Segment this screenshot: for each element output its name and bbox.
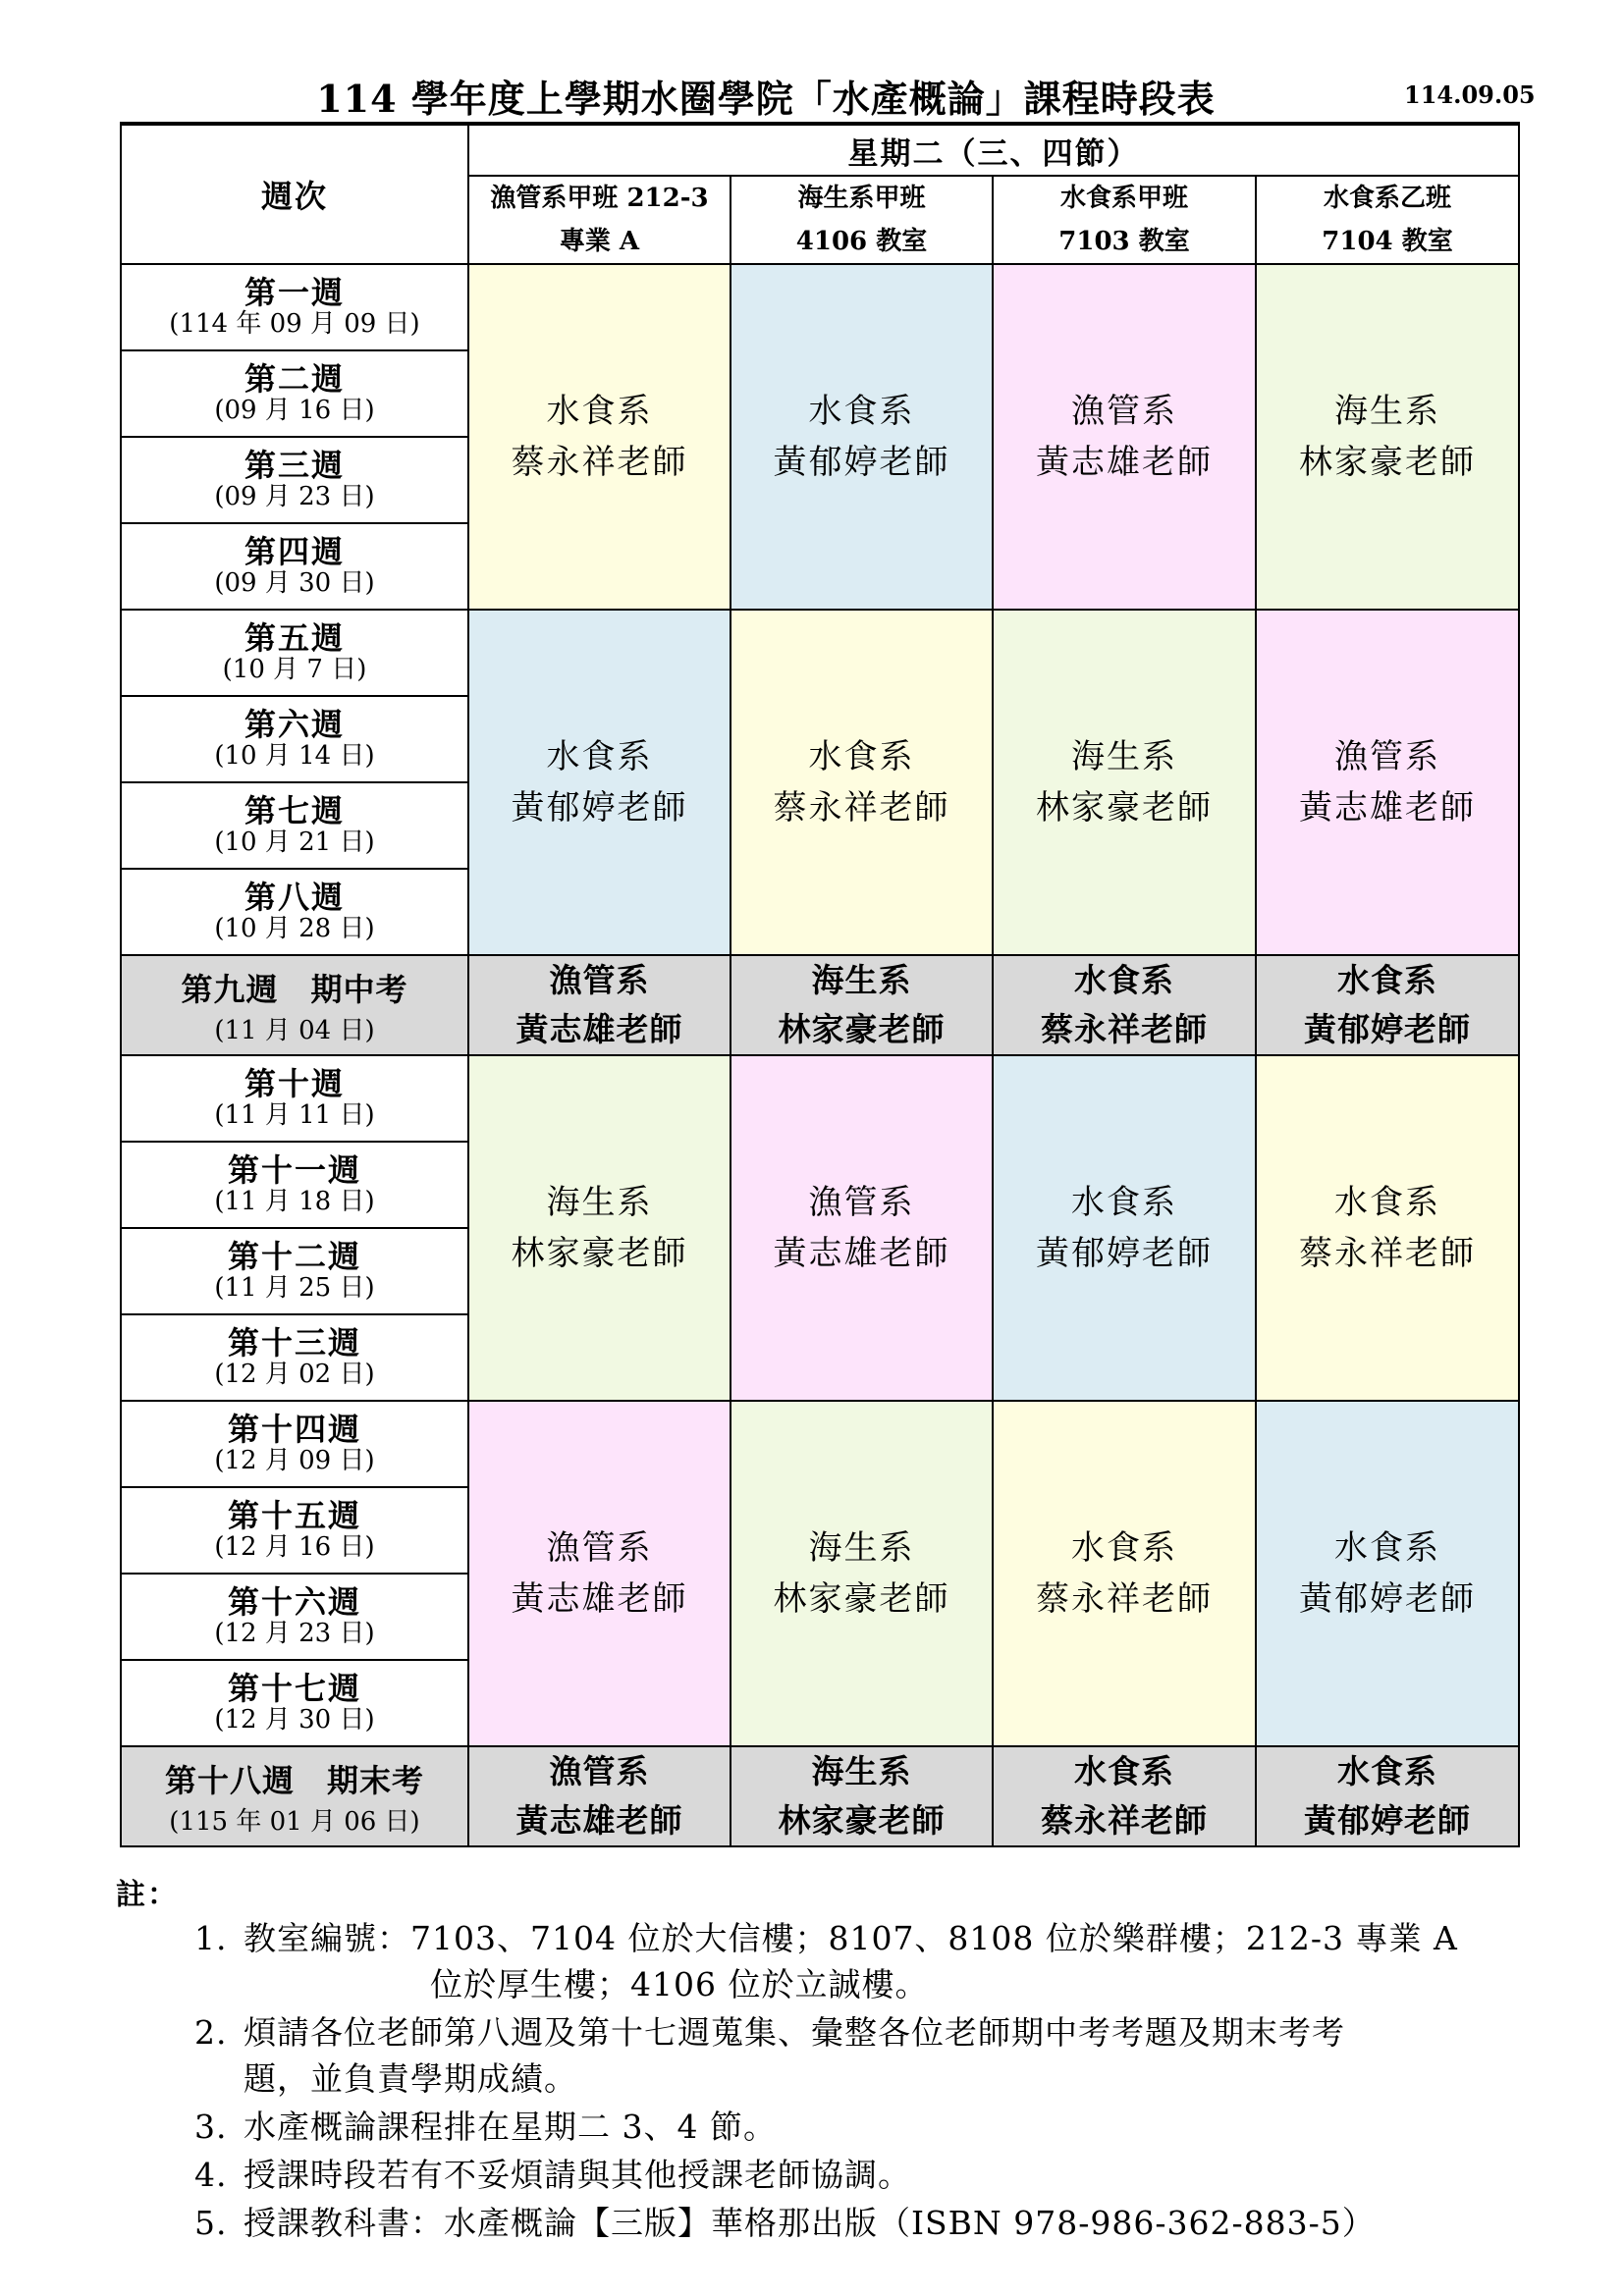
schedule-block-cell: 海生系 林家豪老師	[993, 610, 1256, 955]
exam-cell: 漁管系 黃志雄老師	[468, 955, 731, 1055]
schedule-block-cell: 漁管系 黃志雄老師	[468, 1401, 731, 1746]
week-cell: 第七週 (10 月 21 日)	[121, 782, 468, 869]
week-column-header: 週次	[121, 124, 468, 264]
note-item: 5. 授課教科書：水產概論【三版】華格那出版（ISBN 978-986-362-883-5）	[194, 2204, 1376, 2242]
note-item: 3. 水產概論課程排在星期二 3、4 節。	[194, 2108, 777, 2146]
schedule-block-cell: 水食系 蔡永祥老師	[1256, 1055, 1519, 1401]
schedule-block-cell: 水食系 黃郁婷老師	[731, 264, 993, 610]
week-cell: 第十一週 (11 月 18 日)	[121, 1142, 468, 1228]
week-cell: 第十六週 (12 月 23 日)	[121, 1574, 468, 1660]
week-cell: 第十三週 (12 月 02 日)	[121, 1314, 468, 1401]
week-cell: 第十七週 (12 月 30 日)	[121, 1660, 468, 1746]
final-week-cell: 第十八週 期末考 (115 年 01 月 06 日)	[121, 1746, 468, 1846]
note-item: 2. 煩請各位老師第八週及第十七週蒐集、彙整各位老師期中考考題及期末考考 題，並負責學期成績。	[194, 2013, 1345, 2098]
schedule-block-cell: 海生系 林家豪老師	[1256, 264, 1519, 610]
exam-cell: 水食系 蔡永祥老師	[993, 955, 1256, 1055]
class-header: 水食系乙班 7104 教室	[1256, 176, 1519, 264]
class-header: 漁管系甲班 212-3 專業 A	[468, 176, 731, 264]
week-cell: 第四週 (09 月 30 日)	[121, 523, 468, 610]
schedule-block-cell: 水食系 黃郁婷老師	[1256, 1401, 1519, 1746]
note-item: 1. 教室編號：7103、7104 位於大信樓；8107、8108 位於樂群樓；212-3 專業 A 位於厚生樓；4106 位於立誠樓。	[194, 1919, 1458, 2003]
schedule-block-cell: 海生系 林家豪老師	[731, 1401, 993, 1746]
exam-cell: 漁管系 黃志雄老師	[468, 1746, 731, 1846]
schedule-block-cell: 水食系 蔡永祥老師	[993, 1401, 1256, 1746]
schedule-block-cell: 水食系 蔡永祥老師	[468, 264, 731, 610]
schedule-table	[120, 122, 1520, 1847]
exam-cell: 海生系 林家豪老師	[731, 955, 993, 1055]
week-cell: 第十二週 (11 月 25 日)	[121, 1228, 468, 1314]
exam-cell: 海生系 林家豪老師	[731, 1746, 993, 1846]
week-cell: 第三週 (09 月 23 日)	[121, 437, 468, 523]
schedule-block-cell: 水食系 黃郁婷老師	[468, 610, 731, 955]
document-date: 114.09.05	[1404, 80, 1536, 109]
note-item: 4. 授課時段若有不妥煩請與其他授課老師協調。	[194, 2156, 911, 2194]
schedule-block-cell: 海生系 林家豪老師	[468, 1055, 731, 1401]
schedule-block-cell: 漁管系 黃志雄老師	[993, 264, 1256, 610]
week-cell: 第八週 (10 月 28 日)	[121, 869, 468, 955]
exam-cell: 水食系 黃郁婷老師	[1256, 955, 1519, 1055]
midterm-week-cell: 第九週 期中考 (11 月 04 日)	[121, 955, 468, 1055]
schedule-block-cell: 水食系 黃郁婷老師	[993, 1055, 1256, 1401]
day-header: 星期二（三、四節）	[468, 124, 1519, 176]
notes-section	[116, 1870, 1530, 2246]
class-header: 海生系甲班 4106 教室	[731, 176, 993, 264]
schedule-block-cell: 漁管系 黃志雄老師	[1256, 610, 1519, 955]
week-cell: 第五週 (10 月 7 日)	[121, 610, 468, 696]
week-cell: 第六週 (10 月 14 日)	[121, 696, 468, 782]
document-title: 114 學年度上學期水圈學院「水產概論」課程時段表	[316, 77, 1216, 121]
schedule-block-cell: 漁管系 黃志雄老師	[731, 1055, 993, 1401]
week-cell: 第一週 (114 年 09 月 09 日)	[121, 264, 468, 350]
week-cell: 第十四週 (12 月 09 日)	[121, 1401, 468, 1487]
exam-cell: 水食系 黃郁婷老師	[1256, 1746, 1519, 1846]
notes-title: 註：	[116, 1878, 179, 1912]
class-header: 水食系甲班 7103 教室	[993, 176, 1256, 264]
week-cell: 第十五週 (12 月 16 日)	[121, 1487, 468, 1574]
week-cell: 第十週 (11 月 11 日)	[121, 1055, 468, 1142]
schedule-block-cell: 水食系 蔡永祥老師	[731, 610, 993, 955]
exam-cell: 水食系 蔡永祥老師	[993, 1746, 1256, 1846]
week-cell: 第二週 (09 月 16 日)	[121, 350, 468, 437]
